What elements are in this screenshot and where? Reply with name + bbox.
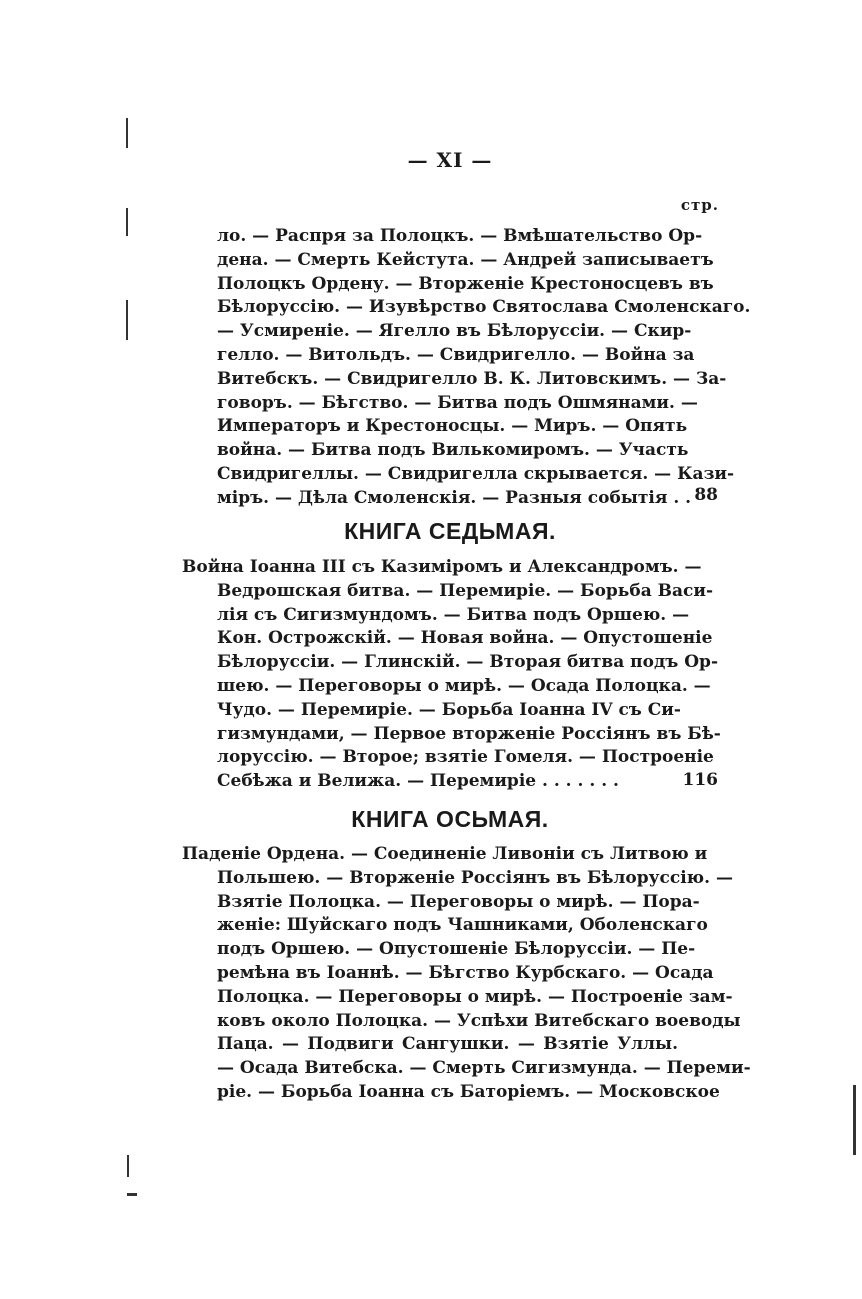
toc-line: Чудо. — Перемиріе. — Борьба Іоанна IV съ Си- — [217, 699, 681, 720]
toc-line: міръ. — Дѣла Смоленскія. — Разныя событія . . — [217, 487, 692, 508]
toc-line: Бѣлоруссіи. — Глинскій. — Вторая битва подъ Ор- — [217, 652, 718, 673]
toc-line: ремѣна въ Іоаннѣ. — Бѣгство Курбскаго. — Осада — [217, 962, 714, 983]
toc-line: Бѣлоруссію. — Изувѣрство Святослава Смоленскаго. — [217, 297, 751, 318]
toc-line: Кон. Острожскій. — Новая война. — Опустошеніе — [217, 628, 713, 649]
toc-line: ло. — Распря за Полоцкъ. — Вмѣшательство Ор- — [217, 226, 703, 246]
page-number: — XI — — [407, 148, 493, 172]
book8-heading: КНИГА ОСЬМАЯ. — [351, 806, 549, 832]
toc-line: лія съ Сигизмундомъ. — Битва подъ Оршею. — — [217, 604, 690, 625]
toc-line: Свидригеллы. — Свидригелла скрывается. — Кази- — [217, 463, 735, 484]
toc-line: — Усмиреніе. — Ягелло въ Бѣлоруссіи. — Скир- — [217, 321, 692, 342]
toc-line: Паца. — Подвиги Сангушки. — Взятіе Уллы. — [217, 1034, 678, 1055]
toc-line: Себѣжа и Велижа. — Перемиріе . . . . . . . — [217, 771, 619, 792]
toc-line: Полоцкъ Ордену. — Вторженіе Крестоносцевъ въ — [217, 273, 714, 294]
toc-line: лоруссію. — Второе; взятіе Гомеля. — Построеніе — [217, 747, 714, 768]
toc-line: Взятіе Полоцка. — Переговоры о мирѣ. — Пора- — [217, 891, 700, 912]
page-column-label: стр. — [680, 196, 719, 214]
toc-entry-book8 — [182, 843, 751, 1105]
scan-mark — [126, 300, 128, 340]
toc-line: Польшею. — Вторженіе Россіянъ въ Бѣлоруссію. — — [217, 867, 733, 888]
scan-mark — [126, 118, 128, 148]
toc-line: дена. — Смерть Кейстута. — Андрей записываетъ — [217, 249, 714, 270]
book7-heading: КНИГА СЕДЬМАЯ. — [344, 518, 556, 544]
toc-line: Императоръ и Крестоносцы. — Миръ. — Опять — [217, 416, 688, 437]
toc-line: ковъ около Полоцка. — Успѣхи Витебскаго воеводы — [217, 1010, 741, 1031]
toc-page-ref: 88 — [694, 485, 718, 505]
scan-mark — [126, 208, 128, 236]
toc-line: гизмундами, — Первое вторженіе Россіянъ въ Бѣ- — [217, 723, 721, 744]
scan-mark — [127, 1155, 129, 1177]
toc-line: ріе. — Борьба Іоанна съ Баторіемъ. — Московское — [217, 1081, 720, 1102]
scan-mark — [127, 1193, 137, 1196]
toc-line: шею. — Переговоры о мирѣ. — Осада Полоцка. — — [217, 675, 711, 696]
toc-page-ref: 116 — [682, 770, 718, 790]
toc-line: подъ Оршею. — Опустошеніе Бѣлоруссіи. — Пе- — [217, 939, 696, 960]
scan-mark — [853, 1085, 856, 1155]
toc-line: Паденіе Ордена. — Соединеніе Ливоніи съ Литвою и — [182, 844, 708, 864]
toc-line: Ведрошская битва. — Перемиріе. — Борьба Васи- — [217, 580, 714, 601]
toc-line: — Осада Витебска. — Смерть Сигизмунда. — Переми- — [217, 1058, 751, 1079]
toc-line: Война Іоанна III съ Казиміромъ и Александромъ. — — [182, 557, 702, 577]
toc-line: Полоцка. — Переговоры о мирѣ. — Построеніе зам- — [217, 986, 733, 1007]
toc-line: война. — Битва подъ Вилькомиромъ. — Участь — [217, 440, 689, 461]
toc-line: женіе: Шуйскаго подъ Чашниками, Оболенскаго — [217, 915, 708, 936]
toc-line: Витебскъ. — Свидригелло В. К. Литовскимъ. — За- — [217, 368, 727, 389]
toc-line: говоръ. — Бѣгство. — Битва подъ Ошмянами. — — [217, 392, 698, 413]
toc-line: гелло. — Витольдъ. — Свидригелло. — Война за — [217, 344, 695, 365]
